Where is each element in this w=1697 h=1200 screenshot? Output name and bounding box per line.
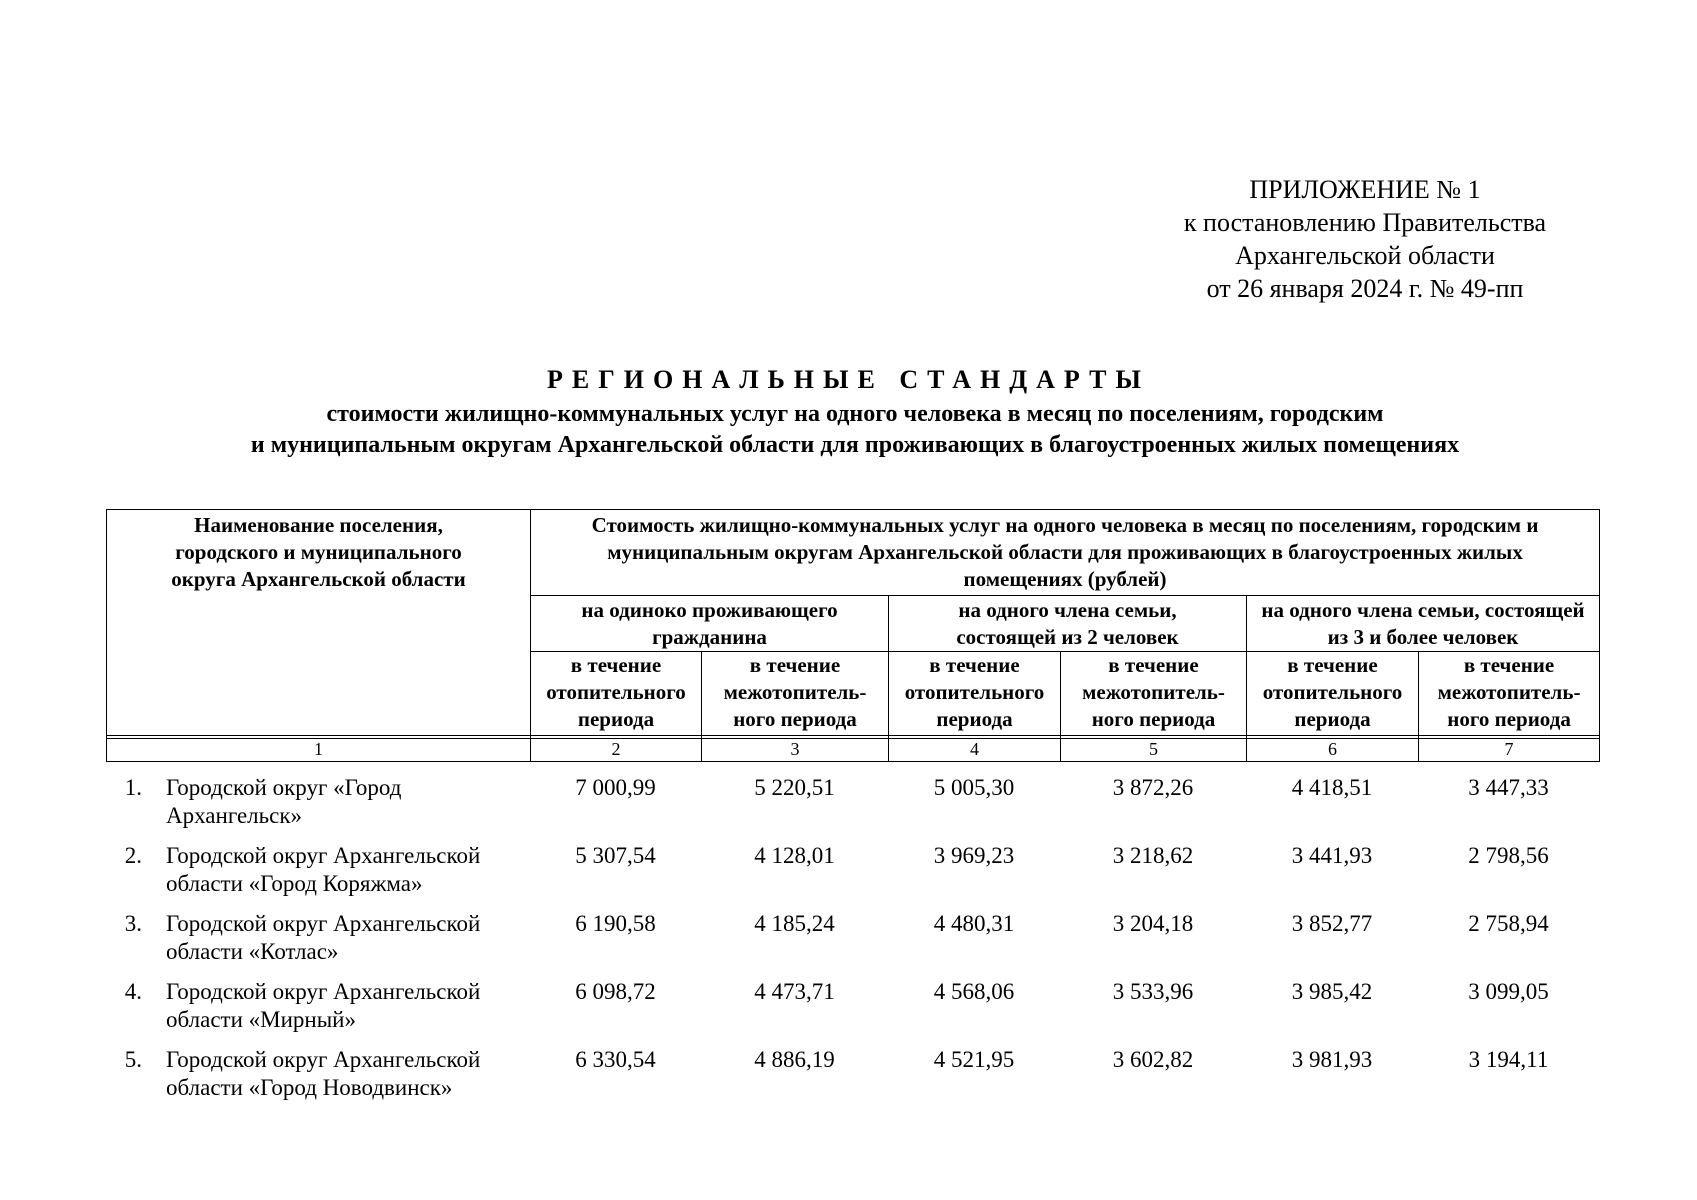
- column-number: 3: [702, 739, 889, 762]
- header-period-heating: в течение отопительного периода: [1247, 652, 1419, 736]
- appendix-region: Архангельской области: [1235, 241, 1495, 270]
- settlement-name: [166, 1046, 530, 1114]
- header-group-family-3: на одного члена семьи, состоящей из 3 и более человек: [1247, 596, 1600, 652]
- cost-value: 5 005,30: [933, 775, 1015, 800]
- cost-value: 4 521,95: [933, 1047, 1015, 1072]
- cost-value: 3 872,26: [1112, 775, 1194, 800]
- cost-value: 3 194,11: [1468, 1047, 1549, 1072]
- settlement-name: [166, 842, 530, 910]
- header-group-family-2: на одного члена семьи, состоящей из 2 человек: [889, 596, 1247, 652]
- column-number: 6: [1247, 739, 1419, 762]
- settlement-name: [166, 910, 530, 978]
- header-group-single: на одиноко проживающего гражданина: [531, 596, 889, 652]
- settlement-name-line: Городской округ «Город: [166, 775, 402, 800]
- settlement-name-line: области «Мирный»: [166, 1007, 356, 1032]
- appendix-title: ПРИЛОЖЕНИЕ № 1: [1249, 175, 1481, 204]
- cost-value: 4 480,31: [933, 911, 1015, 936]
- cost-value: 6 330,54: [575, 1047, 656, 1072]
- cost-value: 4 185,24: [754, 911, 835, 936]
- document-subtitle: [0, 399, 1697, 461]
- cost-value: 5 220,51: [754, 775, 835, 800]
- settlement-name-line: Городской округ Архангельской: [166, 979, 481, 1004]
- cost-value: 7 000,99: [575, 775, 656, 800]
- settlement-name-line: Городской округ Архангельской: [166, 911, 481, 936]
- row-number: 3.: [124, 911, 142, 936]
- column-number: 7: [1419, 739, 1600, 762]
- column-number: 5: [1061, 739, 1247, 762]
- subtitle-line-2: и муниципальным округам Архангельской области для проживающих в благоустроенных жилых помещениях: [250, 432, 1460, 458]
- row-number: 2.: [124, 843, 142, 868]
- cost-value: 3 602,82: [1112, 1047, 1194, 1072]
- column-number: 2: [531, 739, 702, 762]
- table-row: [106, 910, 1599, 978]
- cost-value: 3 447,33: [1468, 775, 1549, 800]
- document-title: РЕГИОНАЛЬНЫЕ СТАНДАРТЫ: [547, 365, 1150, 394]
- table-row: [106, 978, 1599, 1046]
- header-period-nonheating: в течение межотопитель-ного периода: [1061, 652, 1247, 736]
- header-period-nonheating: в течение межотопитель-ного периода: [702, 652, 889, 736]
- cost-value: 3 981,93: [1291, 1047, 1373, 1072]
- appendix-date: от 26 января 2024 г. № 49-пп: [1206, 274, 1524, 303]
- appendix-resolution: к постановлению Правительства: [1183, 208, 1547, 237]
- cost-value: 3 218,62: [1112, 843, 1194, 868]
- cost-value: 4 568,06: [933, 979, 1015, 1004]
- cost-value: 2 798,56: [1468, 843, 1549, 868]
- data-table: [106, 774, 1599, 1114]
- settlement-name-line: Городской округ Архангельской: [166, 1047, 481, 1072]
- row-number: 5.: [124, 1047, 142, 1072]
- header-period-heating: в течение отопительного периода: [531, 652, 702, 736]
- cost-value: 6 190,58: [575, 911, 656, 936]
- cost-value: 4 128,01: [754, 843, 835, 868]
- settlement-name: [166, 774, 530, 842]
- table-row: [106, 1046, 1599, 1114]
- cost-value: 4 418,51: [1291, 775, 1373, 800]
- settlement-name-line: Архангельск»: [166, 803, 303, 828]
- table-row: [106, 774, 1599, 842]
- settlement-name-line: области «Котлас»: [166, 939, 339, 964]
- table-row: [106, 842, 1599, 910]
- table-header: [106, 509, 1600, 762]
- cost-value: 5 307,54: [575, 843, 656, 868]
- settlement-name: [166, 978, 530, 1046]
- cost-value: 3 099,05: [1468, 979, 1549, 1004]
- cost-value: 3 204,18: [1112, 911, 1194, 936]
- cost-value: 3 441,93: [1291, 843, 1373, 868]
- cost-value: 2 758,94: [1468, 911, 1549, 936]
- cost-value: 3 852,77: [1291, 911, 1373, 936]
- appendix-block: [1150, 173, 1580, 305]
- header-period-nonheating: в течение межотопитель-ного периода: [1419, 652, 1600, 736]
- settlement-name-line: области «Город Коряжма»: [166, 871, 423, 896]
- cost-value: 4 473,71: [754, 979, 835, 1004]
- settlement-name-line: Городской округ Архангельской: [166, 843, 481, 868]
- column-number: 4: [889, 739, 1061, 762]
- cost-value: 3 533,96: [1112, 979, 1194, 1004]
- subtitle-line-1: стоимости жилищно-коммунальных услуг на одного человека в месяц по поселениям, городским: [326, 401, 1384, 427]
- cost-value: 6 098,72: [575, 979, 656, 1004]
- cost-value: 4 886,19: [754, 1047, 835, 1072]
- header-name-column: Наименование поселения, городского и муниципального округа Архангельской области: [107, 510, 531, 736]
- cost-value: 3 969,23: [933, 843, 1015, 868]
- cost-value: 3 985,42: [1291, 979, 1373, 1004]
- settlement-name-line: области «Город Новодвинск»: [166, 1075, 453, 1100]
- row-number: 1.: [124, 775, 142, 800]
- column-number: 1: [107, 739, 531, 762]
- row-number: 4.: [124, 979, 142, 1004]
- header-period-heating: в течение отопительного периода: [889, 652, 1061, 736]
- header-cost-column: Стоимость жилищно-коммунальных услуг на одного человека в месяц по поселениям, городским и муниципальным округам Архангельской области для проживающих в благоустроенных жилых помещениях (рублей): [531, 510, 1600, 596]
